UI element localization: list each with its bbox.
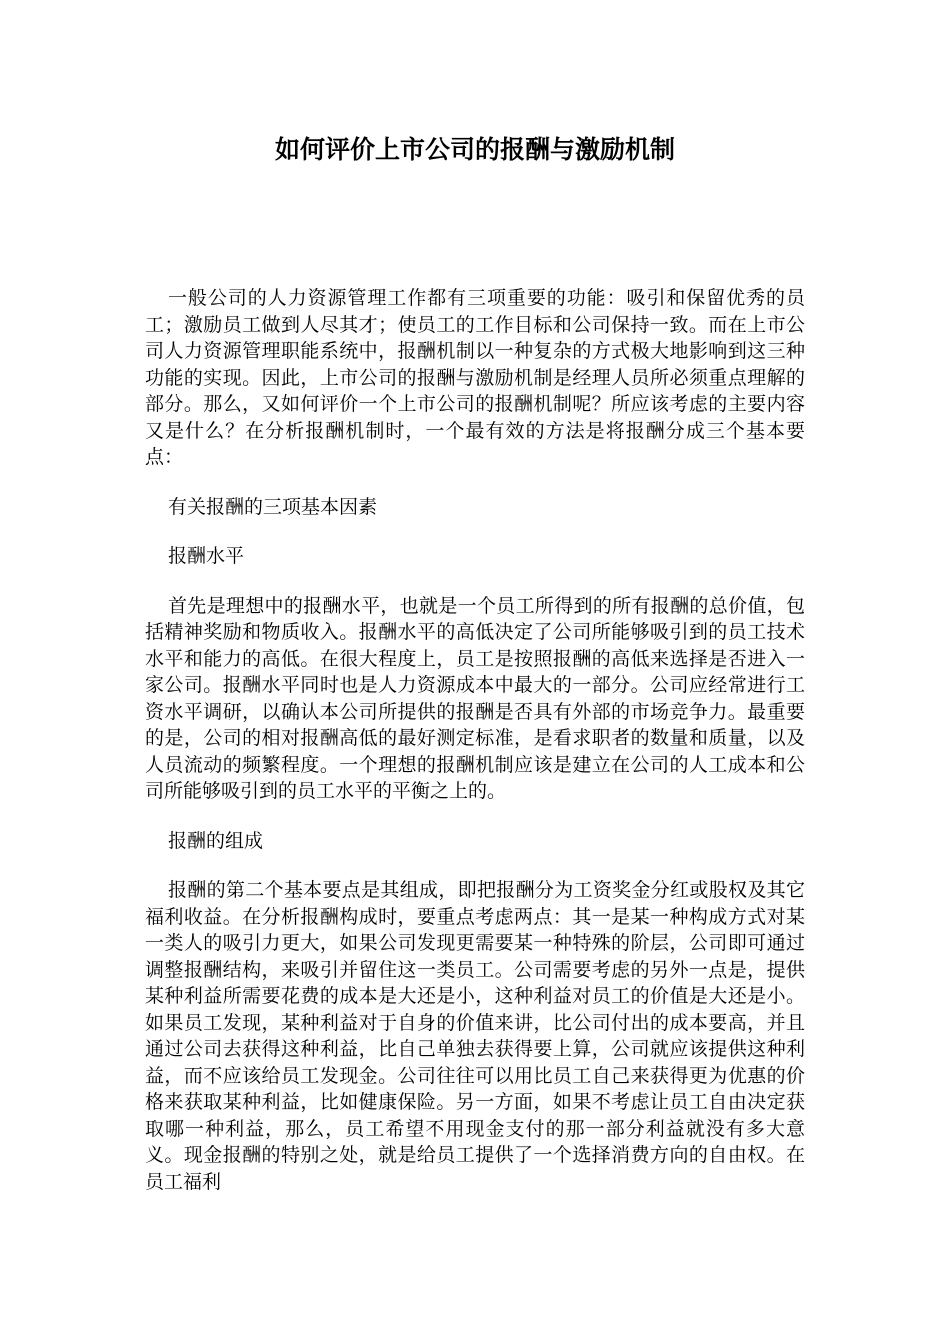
document-body: [145, 285, 805, 1195]
intro-paragraph: 一般公司的人力资源管理工作都有三项重要的功能：吸引和保留优秀的员工；激励员工做到人尽其才；使员工的工作目标和公司保持一致。而在上市公司人力资源管理职能系统中，报酬机制以一种复杂的方式极大地影响到这三种功能的实现。因此，上市公司的报酬与激励机制是经理人员所必须重点理解的部分。那么，又如何评价一个上市公司的报酬机制呢？所应该考虑的主要内容又是什么？在分析报酬机制时，一个最有效的方法是将报酬分成三个基本要点：: [145, 287, 805, 468]
document-title: 如何评价上市公司的报酬与激励机制: [274, 135, 675, 164]
section-heading: 有关报酬的三项基本因素: [168, 495, 378, 518]
level-paragraph: 首先是理想中的报酬水平，也就是一个员工所得到的所有报酬的总价值，包括精神奖励和物质收入。报酬水平的高低决定了公司所能够吸引到的员工技术水平和能力的高低。在很大程度上，员工是按照报酬的高低来选择是否进入一家公司。报酬水平同时也是人力资源成本中最大的一部分。公司应经常进行工资水平调研，以确认本公司所提供的报酬是否具有外部的市场竞争力。最重要的是，公司的相对报酬高低的最好测定标准，是看求职者的数量和质量，以及人员流动的频繁程度。一个理想的报酬机制应该是建立在公司的人工成本和公司所能够吸引到的员工水平的平衡之上的。: [145, 594, 805, 802]
level-heading: 报酬水平: [168, 545, 245, 567]
composition-paragraph: 报酬的第二个基本要点是其组成，即把报酬分为工资奖金分红或股权及其它福利收益。在分析报酬构成时，要重点考虑两点：其一是某一种构成方式对某一类人的吸引力更大，如果公司发现更需要某一种特殊的阶层，公司即可通过调整报酬结构，来吸引并留住这一类员工。公司需要考虑的另外一点是，提供某种利益所需要花费的成本是大还是小，这种利益对员工的价值是大还是小。如果员工发现，某种利益对于自身的价值来讲，比公司付出的成本要高，并且通过公司去获得这种利益，比自己单独去获得要上算，公司就应该提供这种利益，而不应该给员工发现金。公司往往可以用比员工自己来获得更为优惠的价格来获取某种利益，比如健康保险。另一方面，如果不考虑让员工自由决定获取哪一种利益，那么，员工希望不用现金支付的那一部分利益就没有多大意义。现金报酬的特别之处，就是给员工提供了一个选择消费方向的自由权。在员工福利: [145, 879, 805, 1193]
composition-heading: 报酬的组成: [168, 829, 264, 852]
